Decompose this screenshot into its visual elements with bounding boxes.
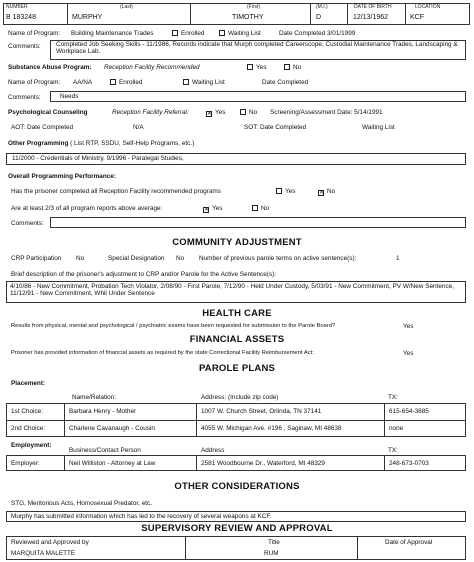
waiting-checkbox[interactable] bbox=[219, 30, 261, 37]
substance-enrolled-checkbox[interactable] bbox=[110, 79, 142, 86]
substance-comments-box bbox=[50, 91, 466, 102]
supervisory-title: SUPERVISORY REVIEW AND APPROVAL bbox=[141, 523, 333, 534]
psych-referral: Reception Facility Referral: bbox=[112, 109, 189, 116]
health-text: Results from physical, mental and psychological / psychiatric exams have been requested for submission to the Parole Board? bbox=[11, 323, 336, 329]
substance-date-completed: Date Completed bbox=[262, 79, 309, 86]
divider bbox=[405, 3, 406, 25]
q2-yes-checkbox[interactable] bbox=[203, 205, 222, 213]
psych-no-checkbox[interactable] bbox=[240, 109, 257, 116]
program-comments-label: Comments: bbox=[8, 43, 41, 50]
other-programming-hint: ( List RTP, SSDU, Self-Help Programs, etc.) bbox=[70, 140, 195, 147]
col-address: Address: (Include zip code) bbox=[201, 394, 279, 401]
employer-tx: 248-673-0703 bbox=[389, 460, 429, 467]
program-comments: Completed Job Seeking Skills - 11/1986, Records indicate that Murph completed Careerscope, Custodial Maintenance Trades, Landscaping & Workplace Lab. bbox=[56, 41, 458, 56]
program-name: Building Maintenance Trades bbox=[71, 30, 154, 37]
check-mark-icon: ✕ bbox=[207, 111, 213, 117]
health-answer: Yes bbox=[403, 323, 414, 330]
col-divider bbox=[185, 536, 186, 560]
substance-name-label: Name of Program: bbox=[8, 79, 61, 86]
enrolled-checkbox[interactable] bbox=[172, 30, 204, 37]
sot-waiting: Waiting List bbox=[362, 124, 395, 131]
program-date-completed: Date Completed 3/01/1999 bbox=[279, 30, 356, 37]
col-divider bbox=[384, 403, 385, 437]
first-choice-address: 1007 W. Church Street, Orlinda, TN 37141 bbox=[201, 408, 322, 415]
substance-comments-label: Comments: bbox=[8, 94, 41, 101]
other-considerations-line: STG, Meritorious Acts, Homosexual Predator, etc. bbox=[11, 500, 153, 507]
first-choice-name: Barbara Henry - Mother bbox=[69, 408, 137, 415]
substance-name: AA/NA bbox=[73, 79, 93, 86]
first-label: (First) bbox=[247, 4, 261, 10]
number-label: NUMBER bbox=[6, 4, 28, 10]
checkbox-label: Enrolled bbox=[119, 79, 143, 86]
community-text: 4/10/86 - New Commitment, Probation Tech Violator, 2/08/90 - First Parole, 7/12/90 - Held Under Custody, 5/03/91 - New Commitment, PV W/New Sentence, 11/12/91 - New Commitment, Whil Under Sentence bbox=[10, 283, 454, 298]
checkbox-label: No bbox=[249, 109, 258, 116]
dob-label: DATE OF BIRTH bbox=[354, 4, 392, 10]
row-divider bbox=[6, 420, 466, 421]
col-name-relation: Name/Relation: bbox=[72, 394, 117, 401]
second-choice-address: 4055 W. Michigan Ave. #196 , Saginaw, MI 48638 bbox=[201, 425, 342, 432]
date-approval-label: Date of Approval bbox=[385, 539, 433, 546]
substance-comments: Needs bbox=[60, 93, 79, 100]
employer-name: Neil Williston - Attorney at Law bbox=[69, 460, 156, 467]
second-choice-tx: none bbox=[389, 425, 404, 432]
checkbox-icon bbox=[284, 64, 290, 70]
other-programming-heading bbox=[8, 140, 194, 147]
substance-yes-checkbox[interactable] bbox=[247, 64, 266, 71]
other-considerations-title: OTHER CONSIDERATIONS bbox=[174, 481, 300, 492]
substance-title: Substance Abuse Program: bbox=[8, 64, 92, 71]
overall-title: Overall Programming Performance: bbox=[8, 173, 116, 180]
prev-parole-value: 1 bbox=[396, 255, 400, 262]
checkbox-label: Waiting List bbox=[192, 79, 225, 86]
financial-answer: Yes bbox=[403, 350, 414, 357]
col-tx2: TX: bbox=[388, 447, 398, 454]
check-mark-icon: ✕ bbox=[319, 190, 325, 196]
checkbox-icon bbox=[219, 30, 225, 36]
checkbox-label: Yes bbox=[256, 64, 267, 71]
placement-label: Placement: bbox=[11, 380, 46, 387]
col-divider bbox=[64, 455, 65, 471]
date-of-birth: 12/13/1962 bbox=[353, 14, 389, 21]
special-value: No bbox=[176, 255, 185, 262]
last-label: (Last) bbox=[120, 4, 133, 10]
checkbox-icon bbox=[252, 205, 258, 211]
other-considerations-text: Murphy has submitted information which has led to the recovery of several weapons at KCF. bbox=[11, 513, 272, 520]
q2-no-checkbox[interactable] bbox=[252, 205, 269, 212]
last-name: MURPHY bbox=[72, 14, 103, 21]
other-programming-text: 11/2000 - Credentials of Ministry, 9/1996 - Paralegal Studies, bbox=[12, 155, 184, 162]
first-choice-label: 1st Choice: bbox=[11, 408, 43, 415]
checkbox-label: No bbox=[293, 64, 302, 71]
overall-q2: Are at least 2/3 of all program reports above average: bbox=[11, 205, 163, 212]
substance-waiting-checkbox[interactable] bbox=[183, 79, 225, 86]
reviewed-label: Reviewed and Approved by bbox=[11, 539, 89, 546]
brief-label: Brief description of the prisoner's adjustment to CRP and/or Parole for the Active Sentence(s): bbox=[11, 271, 277, 278]
col-divider bbox=[196, 403, 197, 437]
checkbox-label: No bbox=[261, 205, 270, 212]
aot-value: N/A bbox=[133, 124, 144, 131]
checkbox-label: No bbox=[327, 188, 336, 195]
location: KCF bbox=[410, 14, 424, 21]
checkbox-label: Waiting List bbox=[228, 30, 261, 37]
substance-referral: Reception Facility Recommended bbox=[104, 64, 200, 71]
middle-initial: D bbox=[316, 14, 322, 21]
special-label: Special Designation bbox=[108, 255, 165, 262]
overall-comments-box bbox=[50, 217, 466, 228]
check-mark-icon: ✕ bbox=[204, 207, 210, 213]
checkbox-icon bbox=[276, 188, 282, 194]
checkbox-icon bbox=[247, 64, 253, 70]
mi-label: (M.I.) bbox=[316, 4, 328, 10]
q1-yes-checkbox[interactable] bbox=[276, 188, 295, 195]
second-choice-label: 2nd Choice: bbox=[11, 425, 46, 432]
divider bbox=[310, 3, 311, 25]
psych-title: Psychological Counseling bbox=[8, 109, 88, 116]
checkbox-label: Yes bbox=[212, 205, 223, 212]
employer-label: Employer: bbox=[11, 460, 40, 467]
community-title: COMMUNITY ADJUSTMENT bbox=[172, 237, 302, 248]
divider bbox=[67, 3, 68, 25]
first-choice-tx: 615-654-3885 bbox=[389, 408, 429, 415]
title-label: Title bbox=[268, 539, 280, 546]
other-programming-title: Other Programming bbox=[8, 140, 69, 147]
crp-value: No bbox=[76, 255, 85, 262]
q1-no-checkbox[interactable] bbox=[318, 188, 335, 196]
divider bbox=[190, 3, 191, 25]
reviewer-name: MARQUITA MALETTE bbox=[11, 550, 76, 557]
location-label: LOCATION bbox=[415, 4, 441, 10]
employer-address: 2581 Woodbourne Dr., Waterford, MI 48329 bbox=[201, 460, 325, 467]
checkbox-label: Yes bbox=[215, 109, 226, 116]
checkbox-icon bbox=[172, 30, 178, 36]
financial-text: Prisoner has provided information of financial assets as required by the state Correctional Facility Reimbursement Act: bbox=[11, 350, 314, 356]
col-divider bbox=[196, 455, 197, 471]
psych-screening-date: Screening/Assessment Date: 5/14/1991 bbox=[270, 109, 383, 116]
checkbox-label: Enrolled bbox=[181, 30, 205, 37]
program-name-label: Name of Program: bbox=[8, 30, 61, 37]
sot-label: SOT: Date Completed bbox=[244, 124, 307, 131]
overall-q1: Has the prisoner completed all Reception Facility recommended programs bbox=[11, 188, 221, 195]
col-divider bbox=[384, 455, 385, 471]
col-divider bbox=[64, 403, 65, 437]
col-tx: TX: bbox=[388, 394, 398, 401]
col-address2: Address bbox=[201, 447, 225, 454]
checkbox-label: Yes bbox=[285, 188, 296, 195]
checkbox-icon bbox=[183, 79, 189, 85]
psych-yes-checkbox[interactable] bbox=[206, 109, 225, 117]
substance-no-checkbox[interactable] bbox=[284, 64, 301, 71]
overall-comments-label: Comments: bbox=[11, 220, 44, 227]
first-name: TIMOTHY bbox=[232, 14, 264, 21]
aot-label: AOT: Date Completed bbox=[11, 124, 74, 131]
title-value: RUM bbox=[264, 550, 279, 557]
col-business: Business/Contact Person bbox=[69, 447, 141, 454]
divider bbox=[347, 3, 348, 25]
second-choice-name: Charlene Cavanaugh - Cousin bbox=[69, 425, 155, 432]
col-divider bbox=[357, 536, 358, 560]
checkbox-icon bbox=[110, 79, 116, 85]
parole-title: PAROLE PLANS bbox=[198, 363, 276, 374]
crp-label: CRP Participation bbox=[11, 255, 62, 262]
inmate-number: B 183248 bbox=[6, 14, 36, 21]
prev-parole-label: Number of previous parole terms on active sentence(s): bbox=[199, 255, 357, 262]
employment-label: Employment: bbox=[11, 442, 52, 449]
checkbox-icon bbox=[240, 109, 246, 115]
health-title: HEALTH CARE bbox=[202, 308, 272, 319]
financial-title: FINANCIAL ASSETS bbox=[189, 334, 285, 345]
